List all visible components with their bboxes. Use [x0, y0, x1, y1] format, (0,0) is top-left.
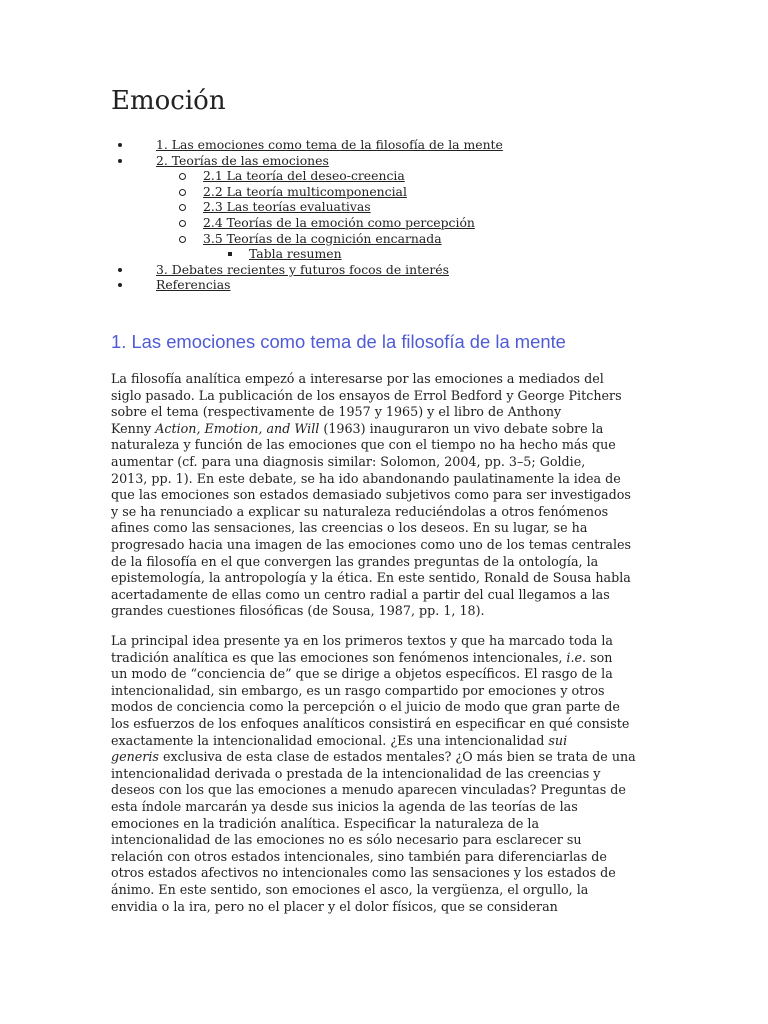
toc-link[interactable]: 2.2 La teoría multicomponencial [203, 183, 407, 199]
toc-item [111, 184, 659, 200]
toc-link[interactable]: 3.5 Teorías de la cognición encarnada [203, 230, 442, 246]
toc-item [111, 215, 659, 231]
toc-link[interactable]: 2.4 Teorías de la emoción como percepción [203, 214, 475, 230]
text-line: acertadamente de ellas como un centro radial a partir del cual llegamos a las [111, 586, 610, 602]
toc-item [111, 137, 659, 153]
toc-link[interactable]: 3. Debates recientes y futuros focos de interés [156, 261, 449, 277]
table-of-contents [111, 137, 659, 293]
text-line: esta índole marcarán ya desde sus inicios la agenda de las teorías de las [111, 798, 578, 814]
toc-link[interactable]: 2.3 Las teorías evaluativas [203, 199, 371, 215]
toc-item [111, 168, 659, 184]
text-line: deseos con los que las emociones a menudo aparecen vinculadas? Preguntas de [111, 782, 626, 798]
text-line: siglo pasado. La publicación de los ensayos de Errol Bedford y George Pitchers [111, 387, 622, 403]
text-line: que las emociones son estados demasiado subjetivos como para ser investigados [111, 487, 631, 503]
text-line [111, 749, 659, 766]
text-line: los esfuerzos de los enfoques analíticos consistirá en especificar en qué consiste [111, 715, 630, 731]
text-run: exclusiva de esta clase de estados mentales? ¿O más bien se trata de una [158, 749, 636, 765]
text-line: otros estados afectivos no intencionales como las sensaciones y los estados de [111, 865, 616, 881]
text-line: naturaleza y función de las emociones que con el tiempo no ha hecho más que [111, 437, 616, 453]
text-run: tradición analítica es que las emociones son fenómenos intencionales, [111, 649, 567, 665]
text-line: modos de conciencia como la percepción o el juicio de modo que gran parte de [111, 699, 620, 715]
text-line [111, 421, 659, 438]
text-line: intencionalidad, sin embargo, es un rasgo compartido por emociones y otros [111, 682, 605, 698]
text-line: ánimo. En este sentido, son emociones el asco, la vergüenza, el orgullo, la [111, 881, 589, 897]
text-line: aumentar (cf. para una diagnosis similar: Solomon, 2004, pp. 3–5; Goldie, [111, 453, 586, 469]
text-run: exactamente la intencionalidad emocional. ¿Es una intencionalidad [111, 732, 549, 748]
text-line: emociones en la tradición analítica. Especificar la naturaleza de la [111, 815, 540, 831]
text-line [111, 650, 659, 667]
text-line: de la filosofía en el que convergen las grandes preguntas de la ontología, la [111, 553, 599, 569]
paragraph [111, 633, 659, 915]
text-line: epistemología, la antropología y la ética. En este sentido, Ronald de Sousa habla [111, 570, 631, 586]
text-line: afines como las sensaciones, las creencias o los deseos. En su lugar, se ha [111, 520, 588, 536]
toc-item [111, 246, 659, 262]
text-line: La principal idea presente ya en los primeros textos y que ha marcado toda la [111, 633, 613, 648]
page-title: Emoción [111, 86, 226, 116]
text-line: un modo de “conciencia de” que se dirige a objetos específicos. El rasgo de la [111, 666, 613, 682]
text-line: y se ha renunciado a explicar su naturaleza reduciéndolas a otros fenómenos [111, 503, 609, 519]
text-line: intencionalidad de las emociones no es sólo necesario para esclarecer su [111, 832, 582, 848]
toc-item [111, 262, 659, 278]
text-line: 2013, pp. 1). En este debate, se ha ido abandonando paulatinamente la idea de [111, 470, 621, 486]
toc-link[interactable]: Referencias [156, 277, 231, 293]
toc-link[interactable]: Tabla resumen [249, 246, 342, 262]
text-line: grandes cuestiones filosóficas (de Sousa, 1987, pp. 1, 18). [111, 603, 485, 619]
text-run: Kenny [111, 420, 156, 436]
paragraph [111, 371, 659, 620]
text-line: envidia o la ira, pero no el placer y el dolor físicos, que se consideran [111, 898, 558, 914]
italic-run: sui [548, 732, 568, 748]
toc-link[interactable]: 1. Las emociones como tema de la filosofía de la mente [156, 137, 503, 152]
text-line: sobre el tema (respectivamente de 1957 y 1965) y el libro de Anthony [111, 404, 562, 420]
text-line: intencionalidad derivada o prestada de la intencionalidad de las creencias y [111, 765, 601, 781]
book-title: Action, Emotion, and Will [155, 420, 320, 436]
italic-run: i.e. [566, 649, 587, 665]
text-line: relación con otros estados intencionales, sino también para diferenciarlas de [111, 848, 607, 864]
toc-item [111, 231, 659, 247]
toc-item [111, 199, 659, 215]
section-heading: 1. Las emociones como tema de la filosofía de la mente [111, 331, 566, 352]
text-line: La filosofía analítica empezó a interesarse por las emociones a mediados del [111, 371, 604, 386]
text-line [111, 733, 659, 750]
toc-item [111, 277, 659, 293]
text-run: son [586, 649, 613, 665]
text-run: (1963) inauguraron un vivo debate sobre la [319, 420, 604, 436]
text-line: progresado hacia una imagen de las emociones como uno de los temas centrales [111, 536, 632, 552]
toc-link[interactable]: 2. Teorías de las emociones [156, 152, 329, 168]
toc-item [111, 153, 659, 169]
italic-run: generis [111, 749, 159, 765]
toc-link[interactable]: 2.1 La teoría del deseo-creencia [203, 168, 405, 184]
